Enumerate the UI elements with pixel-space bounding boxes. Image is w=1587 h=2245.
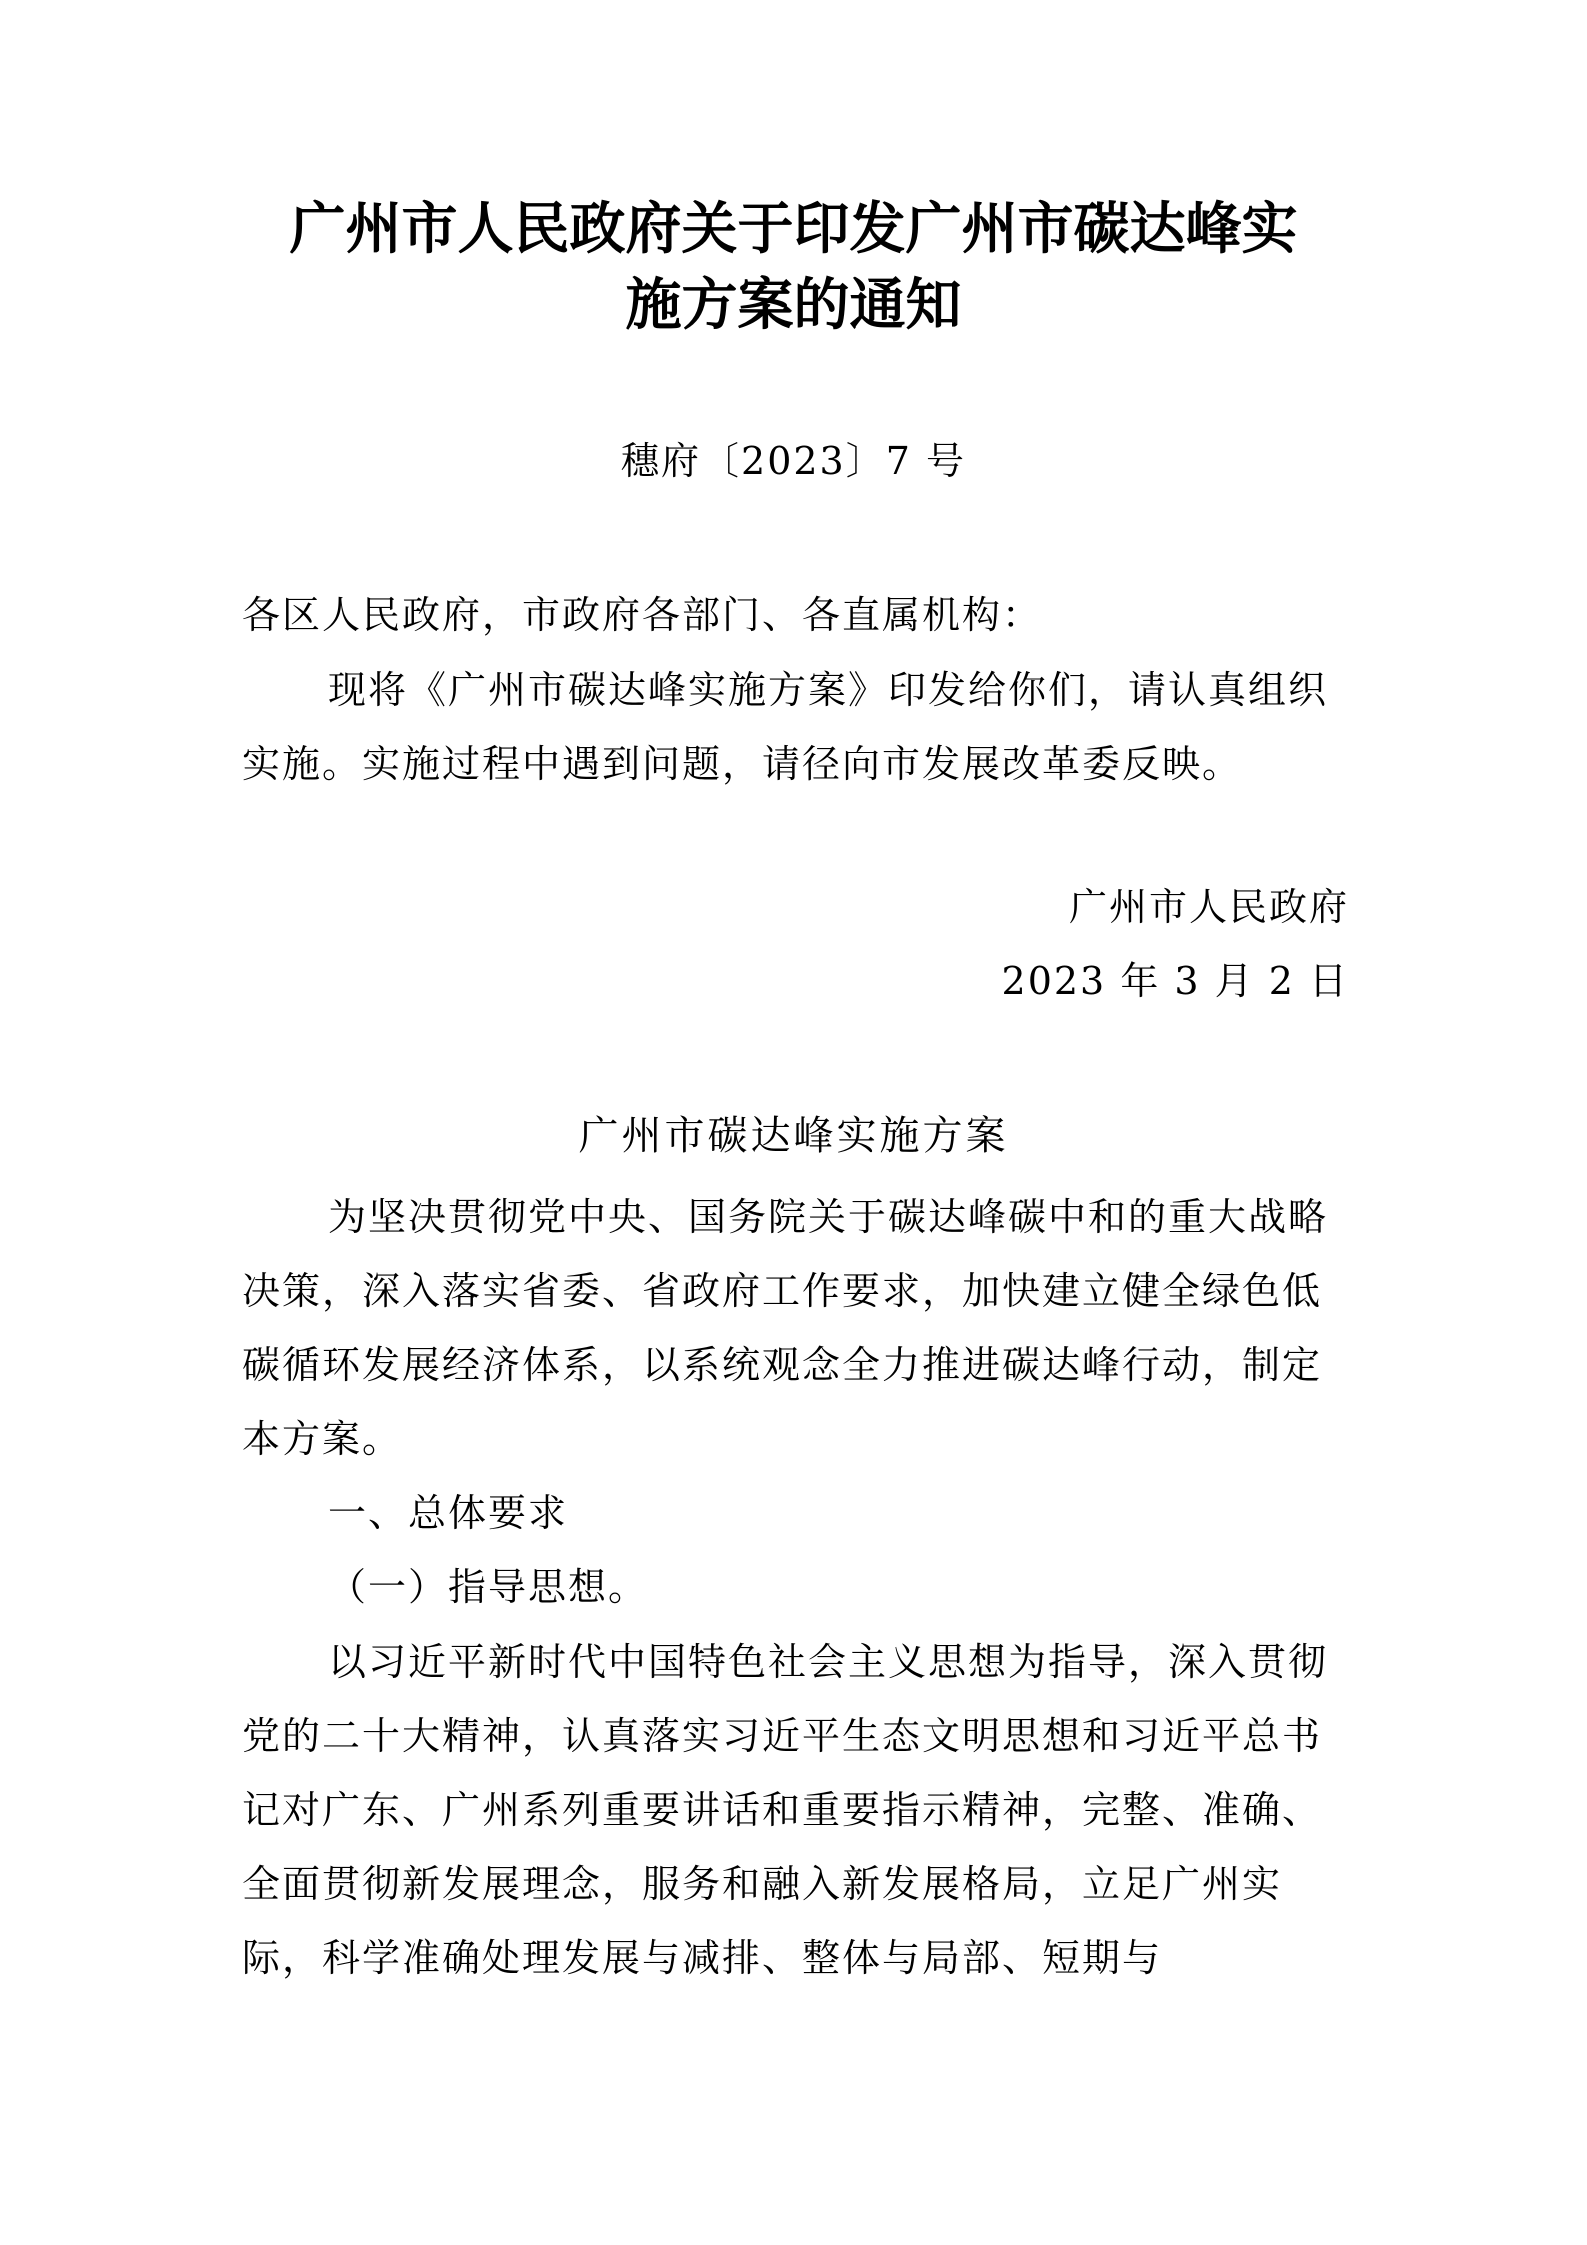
signature-date: 2023 年 3 月 2 日 bbox=[1001, 959, 1349, 1003]
addressee-line: 各区人民政府，市政府各部门、各直属机构： bbox=[242, 593, 1043, 637]
section-heading: 一、总体要求 bbox=[328, 1491, 569, 1535]
subsection-heading: （一）指导思想。 bbox=[328, 1565, 649, 1609]
intro-paragraph: 为坚决贯彻党中央、国务院关于碳达峰碳中和的重大战略决策，深入落实省委、省政府工作要求，加快建立健全绿色低碳循环发展经济体系，以系统观念全力推进碳达峰行动，制定本方案。 bbox=[242, 1195, 1329, 1461]
notice-paragraph: 现将《广州市碳达峰实施方案》印发给你们，请认真组织实施。实施过程中遇到问题，请径向市发展改革委反映。 bbox=[242, 668, 1329, 786]
plan-title: 广州市碳达峰实施方案 bbox=[578, 1113, 1009, 1159]
guiding-ideology-paragraph: 以习近平新时代中国特色社会主义思想为指导，深入贯彻党的二十大精神，认真落实习近平生态文明思想和习近平总书记对广东、广州系列重要讲话和重要指示精神，完整、准确、全面贯彻新发展理念，服务和融入新发展格局，立足广州实际，科学准确处理发展与减排、整体与局部、短期与 bbox=[242, 1640, 1329, 1980]
signature-organization: 广州市人民政府 bbox=[1068, 885, 1349, 929]
document-title-line-1: 广州市人民政府关于印发广州市碳达峰实 bbox=[289, 197, 1298, 262]
document-title-line-2: 施方案的通知 bbox=[625, 273, 962, 338]
document-number: 穗府〔2023〕7 号 bbox=[621, 439, 966, 483]
document-title bbox=[200, 192, 1387, 344]
